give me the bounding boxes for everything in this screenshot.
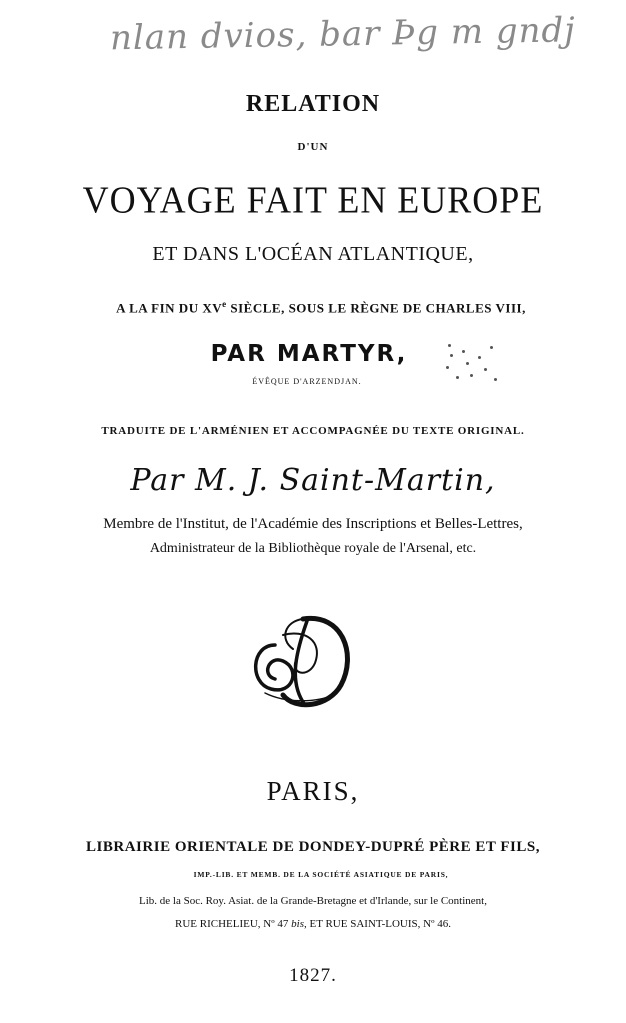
library-stamp-marks (440, 338, 510, 386)
main-title: VOYAGE FAIT EN EUROPE (82, 179, 544, 221)
author-title: ÉVÊQUE D'ARZENDJAN. (252, 377, 362, 386)
translation-note: TRADUITE DE L'ARMÉNIEN ET ACCOMPAGNÉE DU TEXTE ORIGINAL. (101, 425, 525, 437)
publisher-monogram-icon (245, 605, 361, 715)
imprint-city: PARIS, (266, 776, 360, 806)
publication-year: 1827. (289, 965, 337, 986)
publisher-address (0, 919, 626, 930)
publisher-affiliation: IMP.-LIB. ET MEMB. DE LA SOCIÉTÉ ASIATIQUE DE PARIS, (193, 870, 449, 879)
subtitle-period-end: SIÈCLE, SOUS LE RÈGNE DE CHARLES VIII, (226, 300, 526, 316)
address-start: RUE RICHELIEU, Nº 47 (174, 918, 292, 930)
subtitle: ET DANS L'OCÉAN ATLANTIQUE, (152, 243, 474, 265)
title-relation: RELATION (245, 91, 381, 117)
subtitle-period (8, 300, 626, 314)
translator-credentials: Membre de l'Institut, de l'Académie des Inscriptions et Belles-Lettres, (103, 516, 523, 532)
publisher-name: LIBRAIRIE ORIENTALE DE DONDEY-DUPRÉ PÈRE ET FILS, (86, 839, 540, 855)
publisher-society: Lib. de la Soc. Roy. Asiat. de la Grande-Bretagne et d'Irlande, sur le Continent, (139, 895, 487, 907)
handwritten-annotation: nlan dvios, bar Þg m gndj (109, 10, 577, 59)
address-bis: bis (291, 918, 304, 930)
translator-position: Administrateur de la Bibliothèque royale de l'Arsenal, etc. (149, 541, 477, 556)
subtitle-period-start: A LA FIN DU XV (116, 300, 223, 316)
author-name: PAR MARTYR, (210, 341, 408, 367)
title-dun: D'UN (297, 141, 329, 153)
century-superscript: e (222, 299, 227, 309)
translator-name: Par M. J. Saint-Martin, (130, 463, 496, 498)
address-end: , ET RUE SAINT-LOUIS, Nº 46. (303, 918, 452, 930)
